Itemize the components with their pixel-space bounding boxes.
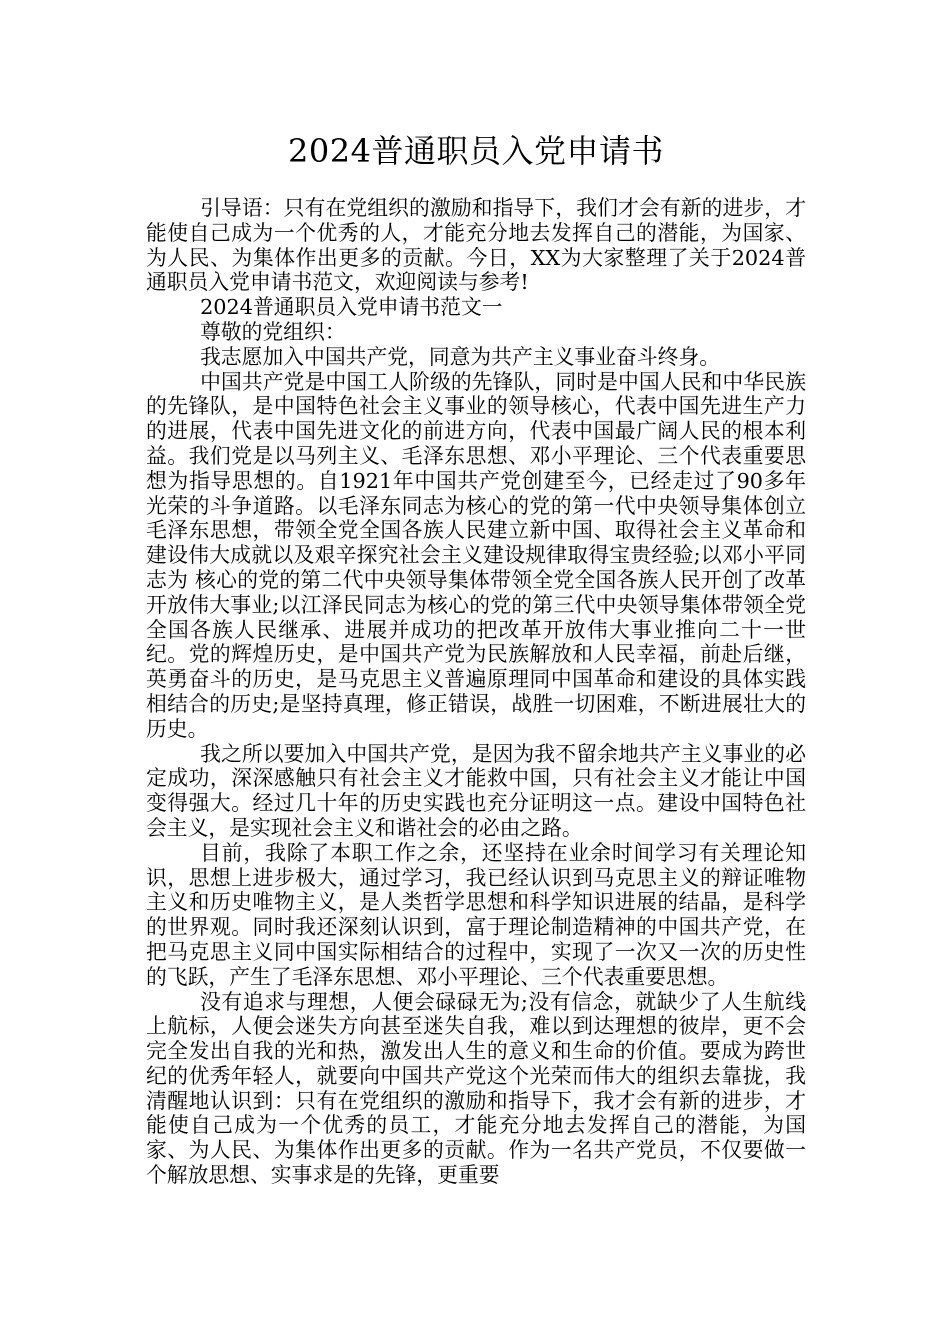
section-heading: 2024普通职员入党申请书范文一 <box>200 295 503 320</box>
document-body <box>146 196 806 1188</box>
salutation: 尊敬的党组织： <box>200 319 346 344</box>
intro-paragraph: 引导语：只有在党组织的激励和指导下，我们才会有新的进步，才能使自己成为一个优秀的人，才能充分地去发挥自己的潜能，为国家、为人民、为集体作出更多的贡献。今日，XX为大家整理了关于2024普通职员入党申请书范文，欢迎阅读与参考! <box>146 196 806 295</box>
body-paragraph: 中国共产党是中国工人阶级的先锋队，同时是中国人民和中华民族的先锋队，是中国特色社会主义事业的领导核心，代表中国先进生产力的进展，代表中国先进文化的前进方向，代表中国最广阔人民的根本利益。我们党是以马列主义、毛泽东思想、邓小平理论、三个代表重要思想为指导思想的。自1921年中国共产党创建至今，已经走过了90多年光荣的斗争道路。以毛泽东同志为核心的党的第一代中央领导集体创立毛泽东思想，带领全党全国各族人民建立新中国、取得社会主义革命和建设伟大成就以及艰辛探究社会主义建设规律取得宝贵经验;以邓小平同志为 核心的党的第二代中央领导集体带领全党全国各族人民开创了改革开放伟大事业;以江泽民同志为核心的党的第三代中央领导集体带领全党全国各族人民继承、进展并成功的把改革开放伟大事业推向二十一世纪。党的辉煌历史，是中国共产党为民族解放和人民幸福，前赴后继，英勇奋斗的历史，是马克思主义普遍原理同中国革命和建设的具体实践相结合的历史;是坚持真理，修正错误，战胜一切困难，不断进展壮大的历史。 <box>146 369 806 741</box>
body-paragraph: 没有追求与理想，人便会碌碌无为;没有信念，就缺少了人生航线上航标，人便会迷失方向甚至迷失自我，难以到达理想的彼岸，更不会完全发出自我的光和热，激发出人生的意义和生命的价值。要成为跨世纪的优秀年轻人，就要向中国共产党这个光荣而伟大的组织去靠拢，我清醒地认识到：只有在党组织的激励和指导下，我才会有新的进步，才能使自己成为一个优秀的员工，才能充分地去发挥自己的潜能，为国家、为人民、为集体作出更多的贡献。作为一名共产党员，不仅要做一个解放思想、实事求是的先锋，更重要 <box>146 989 806 1188</box>
body-paragraph: 我志愿加入中国共产党，同意为共产主义事业奋斗终身。 <box>200 344 720 369</box>
document-page <box>146 128 806 1188</box>
body-paragraph: 我之所以要加入中国共产党，是因为我不留余地共产主义事业的必定成功，深深感触只有社会主义才能救中国，只有社会主义才能让中国变得强大。经过几十年的历史实践也充分证明这一点。建设中国特色社会主义，是实现社会主义和谐社会的必由之路。 <box>146 741 806 840</box>
document-title: 2024普通职员入党申请书 <box>288 132 664 170</box>
body-paragraph: 目前，我除了本职工作之余，还坚持在业余时间学习有关理论知识，思想上进步极大，通过学习，我已经认识到马克思主义的辩证唯物主义和历史唯物主义，是人类哲学思想和科学知识进展的结晶，是科学的世界观。同时我还深刻认识到，富于理论制造精神的中国共产党，在把马克思主义同中国实际相结合的过程中，实现了一次又一次的历史性的飞跃，产生了毛泽东思想、邓小平理论、三个代表重要思想。 <box>146 840 806 989</box>
